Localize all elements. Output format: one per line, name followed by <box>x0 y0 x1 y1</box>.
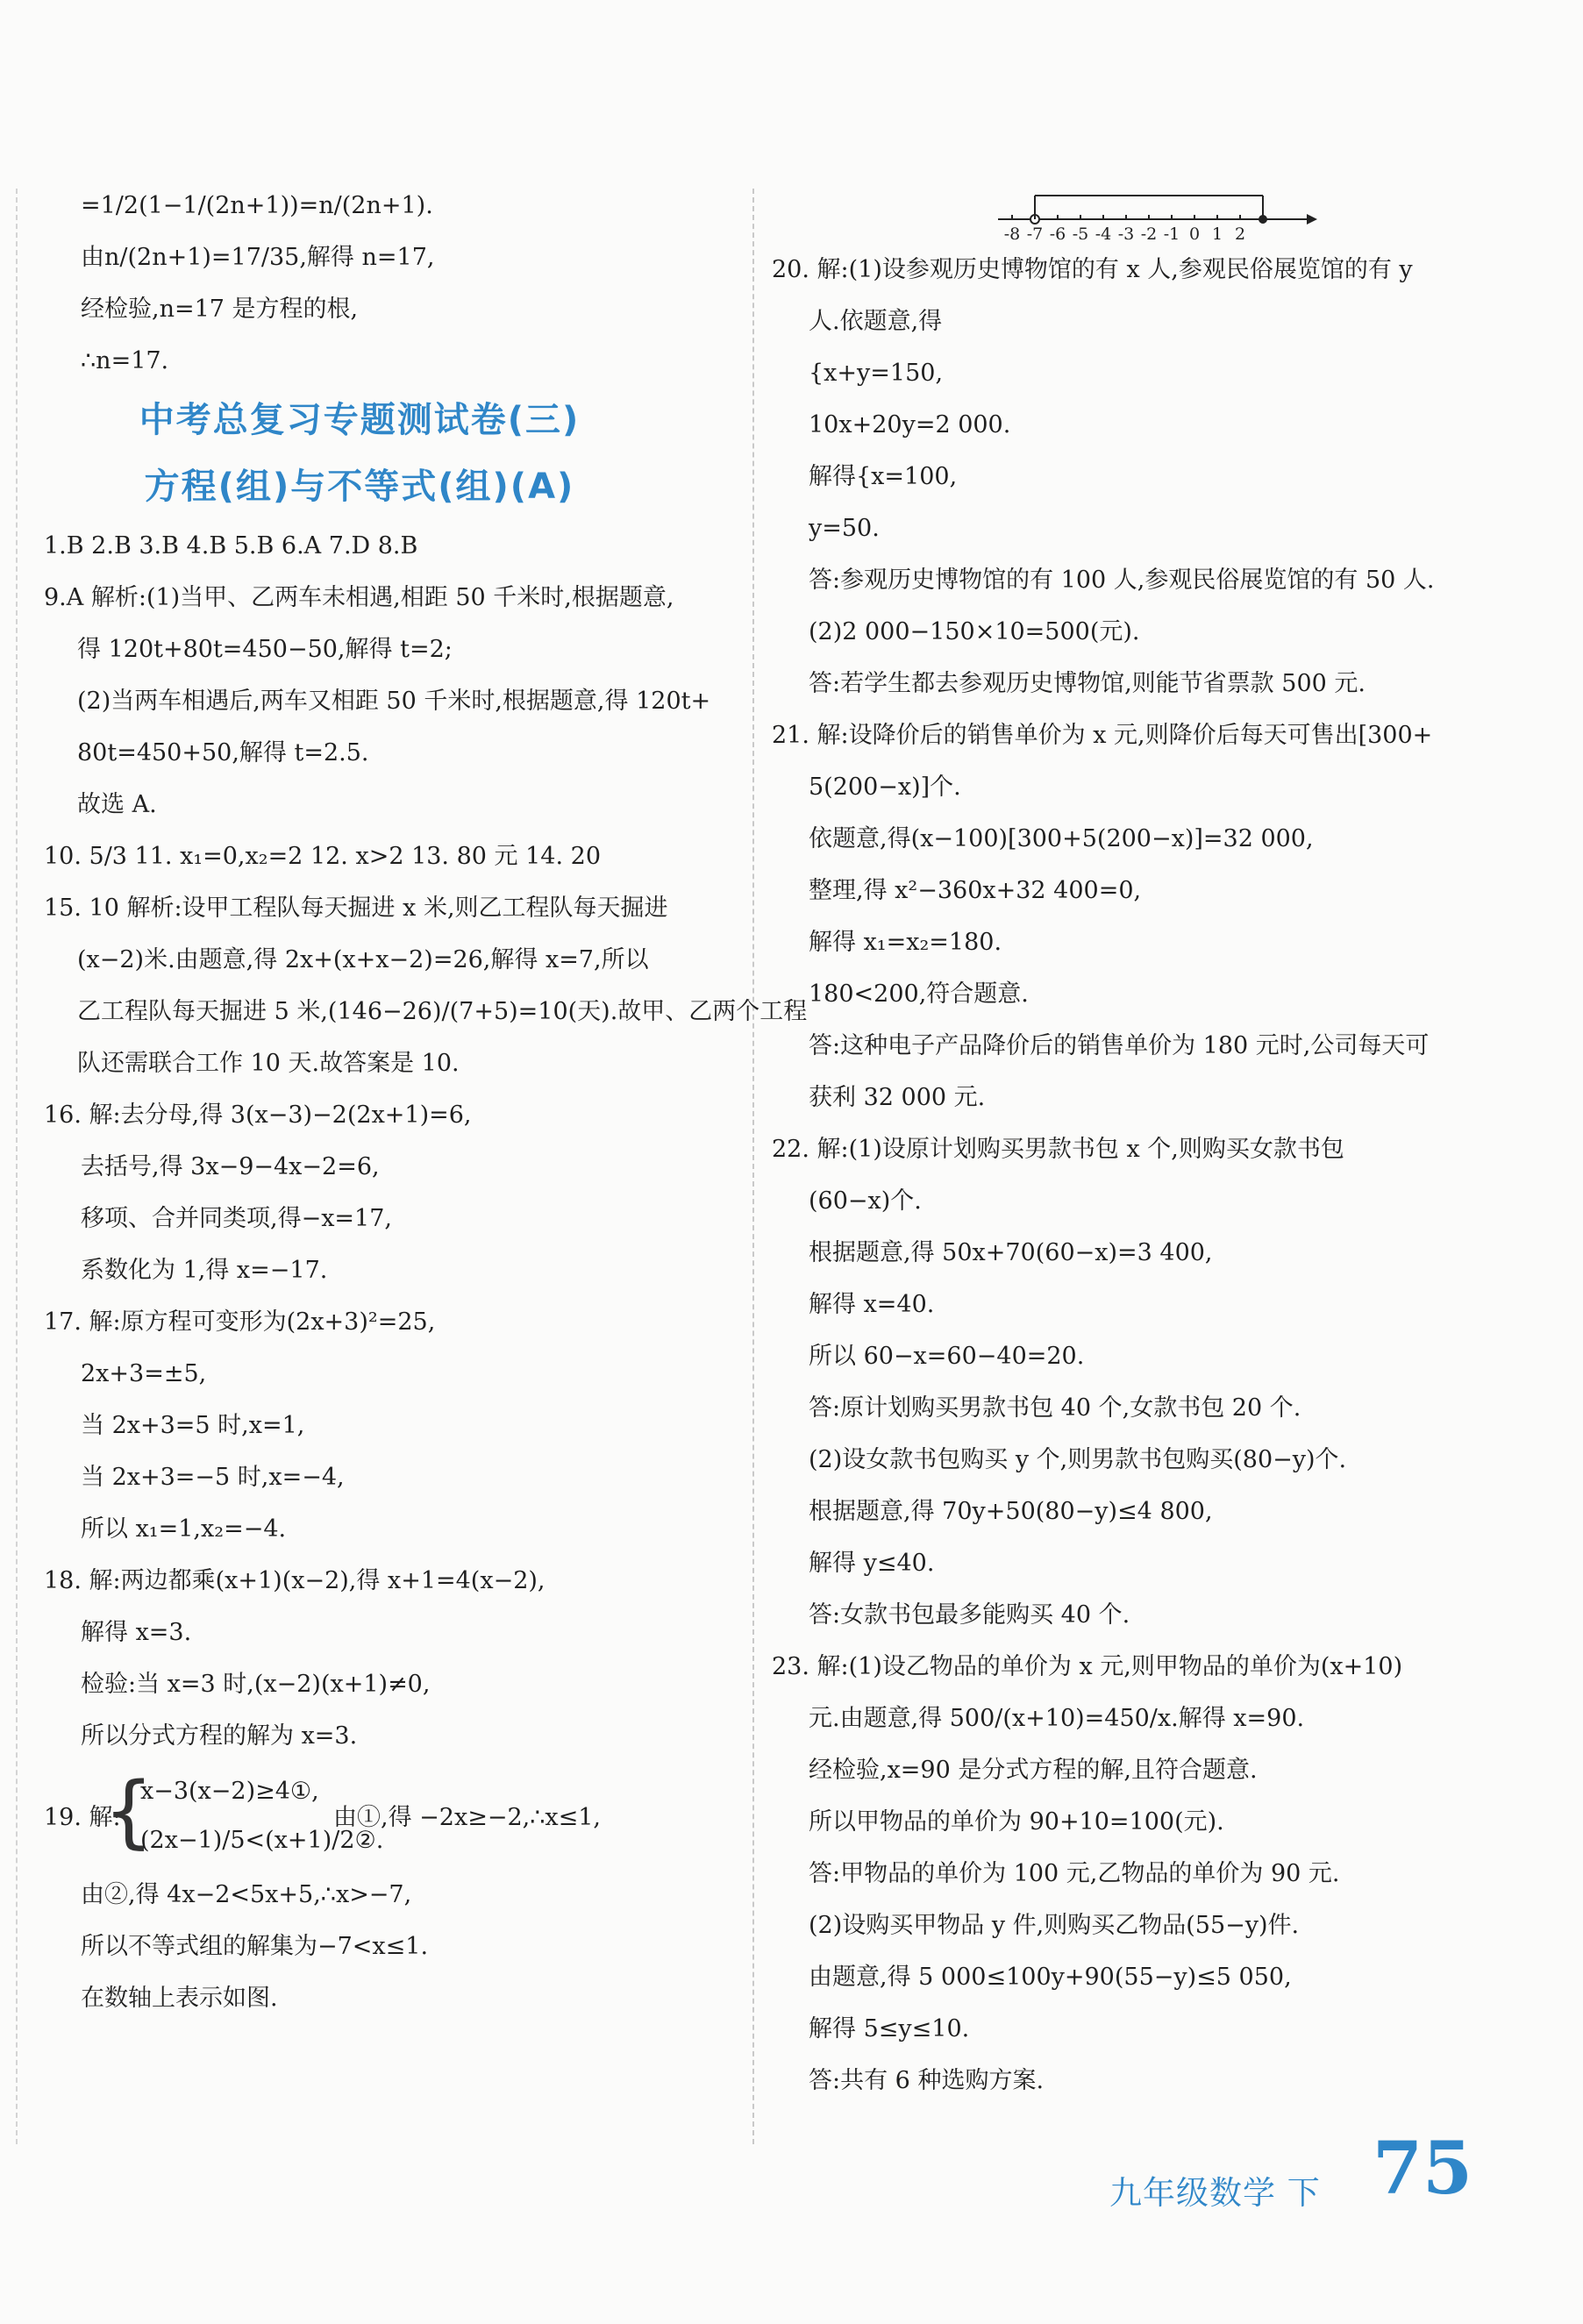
answer-line: 队还需联合工作 10 天.故答案是 10. <box>77 1050 460 1077</box>
answer-line: 9.A 解析:(1)当甲、乙两车未相遇,相距 50 千米时,根据题意, <box>44 584 674 611</box>
answer-line: 得 120t+80t=450−50,解得 t=2; <box>77 636 453 663</box>
axis-tick-label: -7 <box>1026 225 1044 244</box>
answer-line: 10. 5/3 11. x₁=0,x₂=2 12. x>2 13. 80 元 14. 20 <box>44 843 602 870</box>
answer-line: 根据题意,得 70y+50(80−y)≤4 800, <box>809 1498 1213 1525</box>
footer-grade-label: 九年级数学 下 <box>1109 2174 1321 2212</box>
answer-line: (x−2)米.由题意,得 2x+(x+x−2)=26,解得 x=7,所以 <box>77 946 649 973</box>
axis-tick-label: -5 <box>1072 225 1089 244</box>
answer-line: 当 2x+3=−5 时,x=−4, <box>81 1464 345 1491</box>
answer-line: 检验:当 x=3 时,(x−2)(x+1)≠0, <box>81 1671 431 1698</box>
answer-line: 23. 解:(1)设乙物品的单价为 x 元,则甲物品的单价为(x+10) <box>772 1653 1403 1680</box>
answer-line: 15. 10 解析:设甲工程队每天掘进 x 米,则乙工程队每天掘进 <box>44 895 668 922</box>
left-column <box>44 180 808 2024</box>
axis-tick-label: -2 <box>1140 225 1158 244</box>
answer-line: 180<200,符合题意. <box>809 980 1029 1008</box>
text-line: 由n/(2n+1)=17/35,解得 n=17, <box>81 244 435 271</box>
axis-tick-label: 2 <box>1234 225 1246 244</box>
answer-line: 解得 5≤y≤10. <box>809 2015 970 2042</box>
page-number: 75 <box>1373 2127 1473 2211</box>
closed-endpoint <box>1259 215 1267 224</box>
answer-line: (2)当两车相遇后,两车又相距 50 千米时,根据题意,得 120t+ <box>77 688 711 715</box>
answer-line: 所以甲物品的单价为 90+10=100(元). <box>809 1808 1224 1836</box>
axis-tick-label: 1 <box>1211 225 1223 244</box>
answer-line: 在数轴上表示如图. <box>81 1985 278 2012</box>
answer-line: 人.依题意,得 <box>809 308 943 335</box>
answer-line: 由②,得 4x−2<5x+5,∴x>−7, <box>81 1881 412 1908</box>
answer-line: (2)设购买甲物品 y 件,则购买乙物品(55−y)件. <box>809 1912 1300 1939</box>
answer-line: 18. 解:两边都乘(x+1)(x−2),得 x+1=4(x−2), <box>44 1567 545 1594</box>
answer-line: 系数化为 1,得 x=−17. <box>81 1257 328 1284</box>
answer-line: 21. 解:设降价后的销售单价为 x 元,则降价后每天可售出[300+ <box>772 722 1433 749</box>
answer-line: 移项、合并同类项,得−x=17, <box>81 1205 392 1232</box>
answer-line: 元.由题意,得 500/(x+10)=450/x.解得 x=90. <box>809 1705 1305 1732</box>
q19-system-line1: x−3(x−2)≥4①, <box>140 1778 319 1805</box>
q19-block <box>44 1765 745 1869</box>
answer-line: 所以不等式组的解集为−7<x≤1. <box>81 1933 429 1960</box>
axis-tick-label: 0 <box>1188 225 1201 244</box>
q19-label: 19. 解: <box>44 1804 121 1831</box>
answer-line: 根据题意,得 50x+70(60−x)=3 400, <box>809 1239 1213 1266</box>
answer-line: 1.B 2.B 3.B 4.B 5.B 6.A 7.D 8.B <box>44 532 418 560</box>
answer-line: 解得 y≤40. <box>809 1550 935 1577</box>
answer-line: 获利 32 000 元. <box>809 1084 986 1111</box>
q19-after: 由①,得 −2x≥−2,∴x≤1, <box>333 1804 601 1831</box>
answer-line: 当 2x+3=5 时,x=1, <box>81 1412 305 1439</box>
answer-line: 故选 A. <box>77 791 157 818</box>
axis-arrow-icon <box>1307 214 1317 225</box>
right-column <box>772 244 1508 2107</box>
answer-line: 2x+3=±5, <box>81 1360 207 1387</box>
answer-line: 经检验,x=90 是分式方程的解,且符合题意. <box>809 1757 1258 1784</box>
answer-line: 80t=450+50,解得 t=2.5. <box>77 739 369 766</box>
answer-line: 答:参观历史博物馆的有 100 人,参观民俗展览馆的有 50 人. <box>809 567 1435 594</box>
number-line <box>991 189 1324 250</box>
answer-line: 去括号,得 3x−9−4x−2=6, <box>81 1153 380 1180</box>
answer-line: {x+y=150, <box>809 360 944 387</box>
answer-line: 所以 x₁=1,x₂=−4. <box>81 1515 287 1543</box>
section-title-line2: 方程(组)与不等式(组)(A) <box>144 467 575 507</box>
left-margin-line <box>16 189 18 2144</box>
answer-line: 依题意,得(x−100)[300+5(200−x)]=32 000, <box>809 825 1314 852</box>
answer-line: 解得{x=100, <box>809 463 958 490</box>
answer-line: 解得 x=40. <box>809 1291 935 1318</box>
answer-line: y=50. <box>809 515 880 542</box>
answer-line: 22. 解:(1)设原计划购买男款书包 x 个,则购买女款书包 <box>772 1136 1344 1163</box>
answer-line: 整理,得 x²−360x+32 400=0, <box>809 877 1142 904</box>
answer-line: 解得 x₁=x₂=180. <box>809 929 1002 956</box>
axis-tick-label: -4 <box>1095 225 1112 244</box>
answer-line: (2)2 000−150×10=500(元). <box>809 618 1140 645</box>
text-line: 经检验,n=17 是方程的根, <box>81 296 359 323</box>
answer-line: (2)设女款书包购买 y 个,则男款书包购买(80−y)个. <box>809 1446 1347 1473</box>
answer-line: 答:原计划购买男款书包 40 个,女款书包 20 个. <box>809 1394 1301 1422</box>
axis-tick-label: -1 <box>1163 225 1180 244</box>
text-line: ∴n=17. <box>81 347 169 374</box>
answer-line: 所以分式方程的解为 x=3. <box>81 1722 358 1750</box>
answer-line: 由题意,得 5 000≤100y+90(55−y)≤5 050, <box>809 1964 1292 1991</box>
column-divider <box>752 189 754 2144</box>
answer-line: 答:甲物品的单价为 100 元,乙物品的单价为 90 元. <box>809 1860 1340 1887</box>
axis-tick-label: -6 <box>1049 225 1066 244</box>
section-title-line1: 中考总复习专题测试卷(三) <box>139 400 581 440</box>
axis-tick-label: -3 <box>1117 225 1135 244</box>
brace-icon: { <box>103 1765 154 1857</box>
q19-system-line2: (2x−1)/5<(x+1)/2②. <box>140 1827 384 1854</box>
answer-line: 5(200−x)]个. <box>809 773 961 801</box>
answer-line: 答:共有 6 种选购方案. <box>809 2067 1045 2094</box>
answer-line: 10x+20y=2 000. <box>809 411 1011 438</box>
answer-line: 答:这种电子产品降价后的销售单价为 180 元时,公司每天可 <box>809 1032 1430 1059</box>
answer-line: 答:女款书包最多能购买 40 个. <box>809 1601 1130 1629</box>
answer-line: 20. 解:(1)设参观历史博物馆的有 x 人,参观民俗展览馆的有 y <box>772 256 1413 283</box>
answer-line: 解得 x=3. <box>81 1619 192 1646</box>
answer-line: 答:若学生都去参观历史博物馆,则能节省票款 500 元. <box>809 670 1366 697</box>
answer-line: 17. 解:原方程可变形为(2x+3)²=25, <box>44 1308 436 1336</box>
answer-line: 16. 解:去分母,得 3(x−3)−2(2x+1)=6, <box>44 1101 472 1129</box>
answer-line: 所以 60−x=60−40=20. <box>809 1343 1085 1370</box>
text-line: =1/2(1−1/(2n+1))=n/(2n+1). <box>81 192 433 219</box>
axis-tick-label: -8 <box>1003 225 1021 244</box>
answer-line: 乙工程队每天掘进 5 米,(146−26)/(7+5)=10(天).故甲、乙两个工程 <box>77 998 808 1025</box>
answer-line: (60−x)个. <box>809 1187 922 1215</box>
